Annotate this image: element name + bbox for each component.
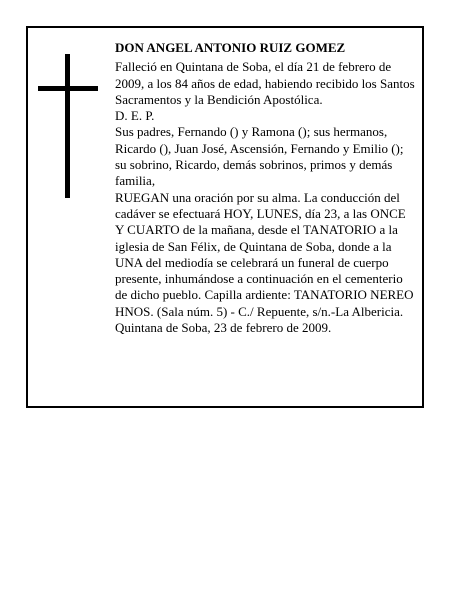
deceased-name: DON ANGEL ANTONIO RUIZ GOMEZ [115,40,346,55]
funeral-request: RUEGAN una oración por su alma. La conducción del cadáver se efectuará HOY, LUNES, día 23, a las ONCE Y CUARTO de la mañana, desde el TANATORIO a la iglesia de San Félix, de Quintana de Soba, donde a la UNA del mediodía se celebrará un funeral de cuerpo presente, inhumándose a continuación en el cementerio de dicho pueblo. Capilla ardiente: TANATORIO NEREO HNOS. (Sala núm. 5) - C./ Repuente, s/n.-La Albericia. [115,189,414,319]
obituary-notice [26,26,424,408]
place-date: Quintana de Soba, 23 de febrero de 2009. [115,320,332,336]
rip-text: D. E. P. [115,108,155,124]
family-text: Sus padres, Fernando () y Ramona (); sus hermanos, Ricardo (), Juan José, Ascensión, Fernando y Emilio (); su sobrino, Ricardo, demás sobrinos, primos y demás familia, [115,124,404,189]
notice-body [115,40,415,336]
cross-horizontal-bar [38,86,98,91]
cross-vertical-bar [65,54,70,198]
death-info: Falleció en Quintana de Soba, el día 21 de febrero de 2009, a los 84 años de edad, habiendo recibido los Santos Sacramentos y la Bendición Apostólica. [115,59,415,107]
cross-icon [38,54,98,198]
